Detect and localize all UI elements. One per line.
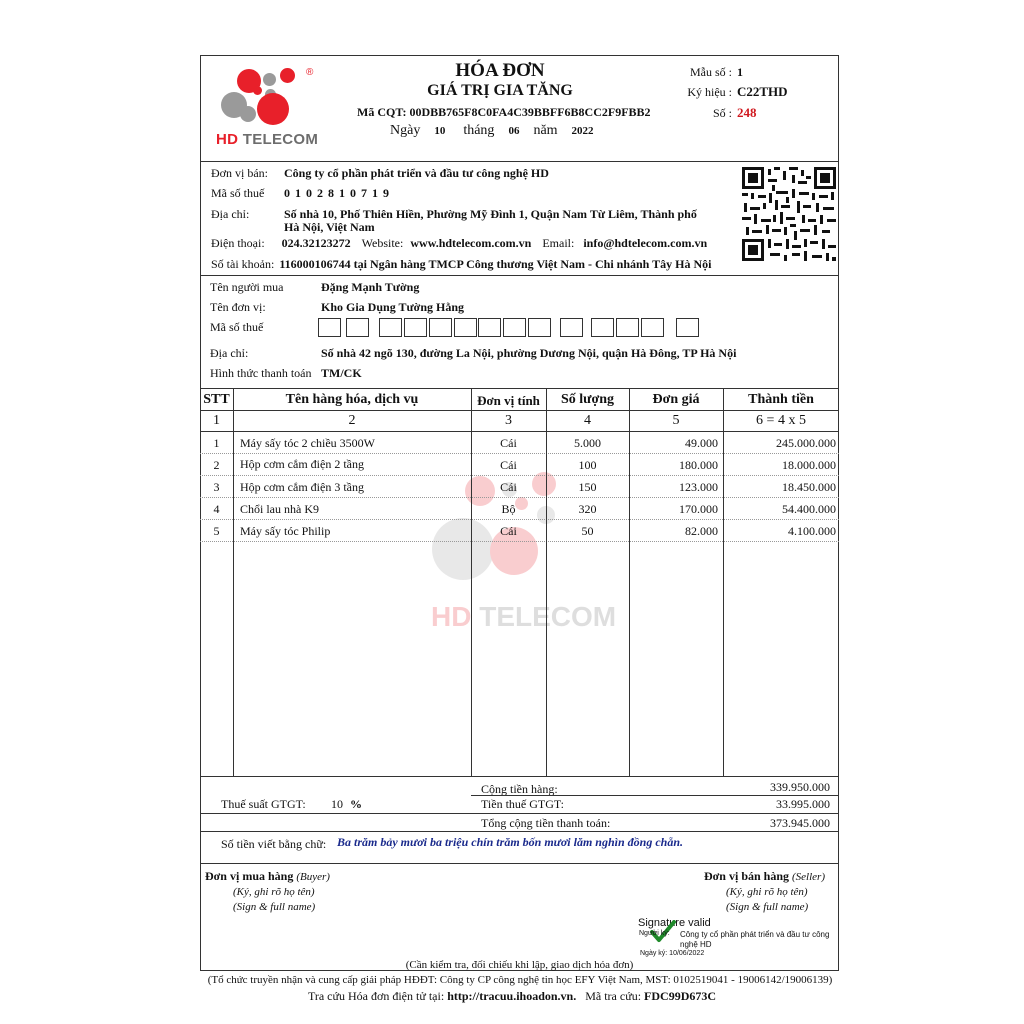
number-label: Số : xyxy=(712,106,732,120)
col-number: 1 xyxy=(213,413,220,428)
amount-words-label: Số tiền viết bằng chữ: xyxy=(221,837,327,851)
row-price: 82.000 xyxy=(685,524,718,538)
seller-tax-label: Mã số thuế xyxy=(211,186,265,200)
total-label: Tổng cộng tiền thanh toán: xyxy=(481,816,611,830)
buyer-sign-title-en: (Buyer) xyxy=(296,871,330,883)
col-number: 5 xyxy=(672,413,680,428)
invoice-date xyxy=(390,121,594,139)
brand-hd: HD xyxy=(216,131,239,148)
seller-sign-note2: (Sign & full name) xyxy=(726,901,809,913)
seller-contact xyxy=(211,236,707,251)
watermark-hd: HD xyxy=(431,601,472,632)
row-qty: 150 xyxy=(578,480,597,494)
seller-sign-note1: (Ký, ghi rõ họ tên) xyxy=(726,886,808,898)
seller-address-line1: Số nhà 10, Phố Thiên Hiền, Phường Mỹ Đình 1, Quận Nam Từ Liêm, Thành phố xyxy=(284,207,697,221)
lookup-label: Tra cứu Hóa đơn điện tử tại: xyxy=(307,989,445,1003)
row-qty: 5.000 xyxy=(574,436,601,450)
row-price: 123.000 xyxy=(679,480,718,494)
email-label: Email: xyxy=(542,236,575,250)
seller-tax-value: 0 1 0 2 8 1 0 7 1 9 xyxy=(284,186,390,200)
col-header-stt: STT xyxy=(203,392,230,407)
row-unit: Cái xyxy=(500,458,517,472)
row-amount: 54.400.000 xyxy=(782,502,836,516)
website-link[interactable]: www.hdtelecom.com.vn xyxy=(410,236,532,250)
buyer-sign-title: Đơn vị mua hàng xyxy=(205,869,294,883)
provider-note: (Tổ chức truyền nhận và cung cấp giải pháp HĐĐT: Công ty CP công nghệ tin học EFY Việt Nam, MST: 0102519041 - 19006142/19006139) xyxy=(207,974,833,986)
signature-valid-title: Signature valid xyxy=(638,917,711,929)
invoice-subtitle: GIÁ TRỊ GIA TĂNG xyxy=(427,82,573,99)
buyer-sign-note2: (Sign & full name) xyxy=(233,901,316,913)
form-label: Mẫu số : xyxy=(690,65,732,79)
row-price: 170.000 xyxy=(679,502,718,516)
month-label: tháng xyxy=(463,123,495,138)
payment-value: TM/CK xyxy=(321,366,362,380)
vat-value: 33.995.000 xyxy=(776,797,830,811)
seller-sign-title-en: (Seller) xyxy=(792,871,825,883)
number-value: 248 xyxy=(737,105,757,120)
col-header-price: Đơn giá xyxy=(652,392,700,407)
year-value: 2022 xyxy=(571,125,594,137)
cqt-code: 00DBB765F8C0FA4C39BBFF6B8CC2F9FBB2 xyxy=(409,105,651,119)
brand-telecom: TELECOM xyxy=(242,131,319,148)
row-unit: Cái xyxy=(500,524,517,538)
seller-unit-value: Công ty cổ phần phát triển và đầu tư công nghệ HD xyxy=(284,166,549,180)
symbol-value: C22THD xyxy=(737,84,788,99)
phone-value: 024.32123272 xyxy=(281,236,351,250)
buyer-address-value: Số nhà 42 ngõ 130, đường La Nội, phường Dương Nội, quận Hà Đông, TP Hà Nội xyxy=(321,346,737,360)
qr-code xyxy=(742,167,836,261)
month-value: 06 xyxy=(508,125,520,137)
col-header-qty: Số lượng xyxy=(560,392,615,407)
col-number: 4 xyxy=(584,413,591,428)
buyer-address-label: Địa chỉ: xyxy=(210,346,249,360)
account-value: 116000106744 tại Ngân hàng TMCP Công thương Việt Nam - Chi nhánh Tây Hà Nội xyxy=(279,257,712,271)
seller-signature-title xyxy=(704,869,825,884)
row-unit: Cái xyxy=(500,480,517,494)
vat-rate-unit: % xyxy=(350,797,362,811)
row-amount: 4.100.000 xyxy=(788,524,836,538)
buyer-unit-label: Tên đơn vị: xyxy=(210,300,266,314)
row-stt: 3 xyxy=(213,480,220,494)
signer-value-line1: Công ty cổ phần phát triển và đầu tư công xyxy=(680,930,830,939)
row-stt: 4 xyxy=(213,502,220,516)
seller-address-label: Địa chỉ: xyxy=(211,207,250,221)
col-number: 2 xyxy=(348,413,356,428)
lookup-code-label: Mã tra cứu: xyxy=(585,989,642,1003)
row-stt: 2 xyxy=(213,458,220,472)
form-value: 1 xyxy=(737,65,743,79)
row-amount: 245.000.000 xyxy=(776,436,836,450)
row-stt: 5 xyxy=(213,524,220,538)
row-name: Máy sấy tóc 2 chiều 3500W xyxy=(240,436,375,450)
day-label: Ngày xyxy=(390,123,421,138)
email-link[interactable]: info@hdtelecom.com.vn xyxy=(583,236,708,250)
subtotal-value: 339.950.000 xyxy=(770,780,830,794)
website-label: Website: xyxy=(361,236,404,250)
payment-label: Hình thức thanh toán xyxy=(210,366,312,380)
vat-rate-label: Thuế suất GTGT: xyxy=(221,797,306,811)
vat-label: Tiền thuế GTGT: xyxy=(481,797,564,811)
col-number: 3 xyxy=(505,413,512,428)
row-name: Máy sấy tóc Philip xyxy=(240,524,331,538)
row-qty: 320 xyxy=(578,502,597,516)
watermark-telecom: TELECOM xyxy=(479,601,617,632)
buyer-signature-title xyxy=(205,869,330,884)
buyer-name-value: Đặng Mạnh Tường xyxy=(321,280,420,294)
symbol-label: Ký hiệu : xyxy=(687,85,732,99)
day-value: 10 xyxy=(434,125,446,137)
row-name: Hộp cơm cắm điện 2 tầng xyxy=(240,457,364,471)
cqt-label: Mã CQT: xyxy=(357,105,407,119)
seller-address-line2: Hà Nội, Việt Nam xyxy=(284,220,375,234)
row-qty: 50 xyxy=(581,524,594,538)
col-header-name: Tên hàng hóa, dịch vụ xyxy=(285,392,419,407)
row-unit: Cái xyxy=(500,436,517,450)
account-label: Số tài khoản: xyxy=(211,257,275,271)
vat-rate-value: 10 xyxy=(331,797,343,811)
seller-unit-label: Đơn vị bán: xyxy=(211,166,269,180)
signed-date: Ngày ký: 10/06/2022 xyxy=(640,950,705,957)
signer-value-line2: nghệ HD xyxy=(680,940,712,949)
amount-words-value: Ba trăm bảy mươi ba triệu chín trăm bốn mươi lăm nghìn đồng chẵn. xyxy=(337,835,683,849)
registered-mark: ® xyxy=(306,67,314,78)
seller-sign-title: Đơn vị bán hàng xyxy=(704,869,790,883)
row-stt: 1 xyxy=(213,436,220,450)
col-number: 6 = 4 x 5 xyxy=(756,413,806,428)
row-name: Hộp cơm cắm điện 3 tầng xyxy=(240,480,364,494)
row-unit: Bộ xyxy=(501,502,516,516)
lookup-line xyxy=(200,989,824,1004)
buyer-unit-value: Kho Gia Dụng Tường Hằng xyxy=(321,300,465,314)
total-value: 373.945.000 xyxy=(770,816,830,830)
row-amount: 18.450.000 xyxy=(782,480,836,494)
row-price: 180.000 xyxy=(679,458,718,472)
col-header-unit: Đơn vị tính xyxy=(477,393,540,408)
cqt-line xyxy=(357,105,651,120)
subtotal-label: Cộng tiền hàng: xyxy=(481,782,558,796)
lookup-code: FDC99D673C xyxy=(644,989,717,1003)
year-label: năm xyxy=(533,123,558,138)
buyer-tax-label: Mã số thuế xyxy=(210,320,264,334)
invoice-title: HÓA ĐƠN xyxy=(455,60,545,81)
row-amount: 18.000.000 xyxy=(782,458,836,472)
row-qty: 100 xyxy=(578,458,597,472)
buyer-sign-note1: (Ký, ghi rõ họ tên) xyxy=(233,886,315,898)
buyer-name-label: Tên người mua xyxy=(210,280,284,294)
phone-label: Điện thoại: xyxy=(211,236,265,250)
lookup-url-link[interactable]: http://tracuu.ihoadon.vn. xyxy=(447,989,577,1003)
seller-account xyxy=(211,257,711,272)
row-name: Chổi lau nhà K9 xyxy=(240,502,319,516)
row-price: 49.000 xyxy=(685,436,718,450)
signer-label: Người ký: xyxy=(639,930,670,937)
col-header-amount: Thành tiền xyxy=(748,392,814,407)
check-note: (Cần kiểm tra, đối chiếu khi lập, giao dịch hóa đơn) xyxy=(405,959,634,971)
